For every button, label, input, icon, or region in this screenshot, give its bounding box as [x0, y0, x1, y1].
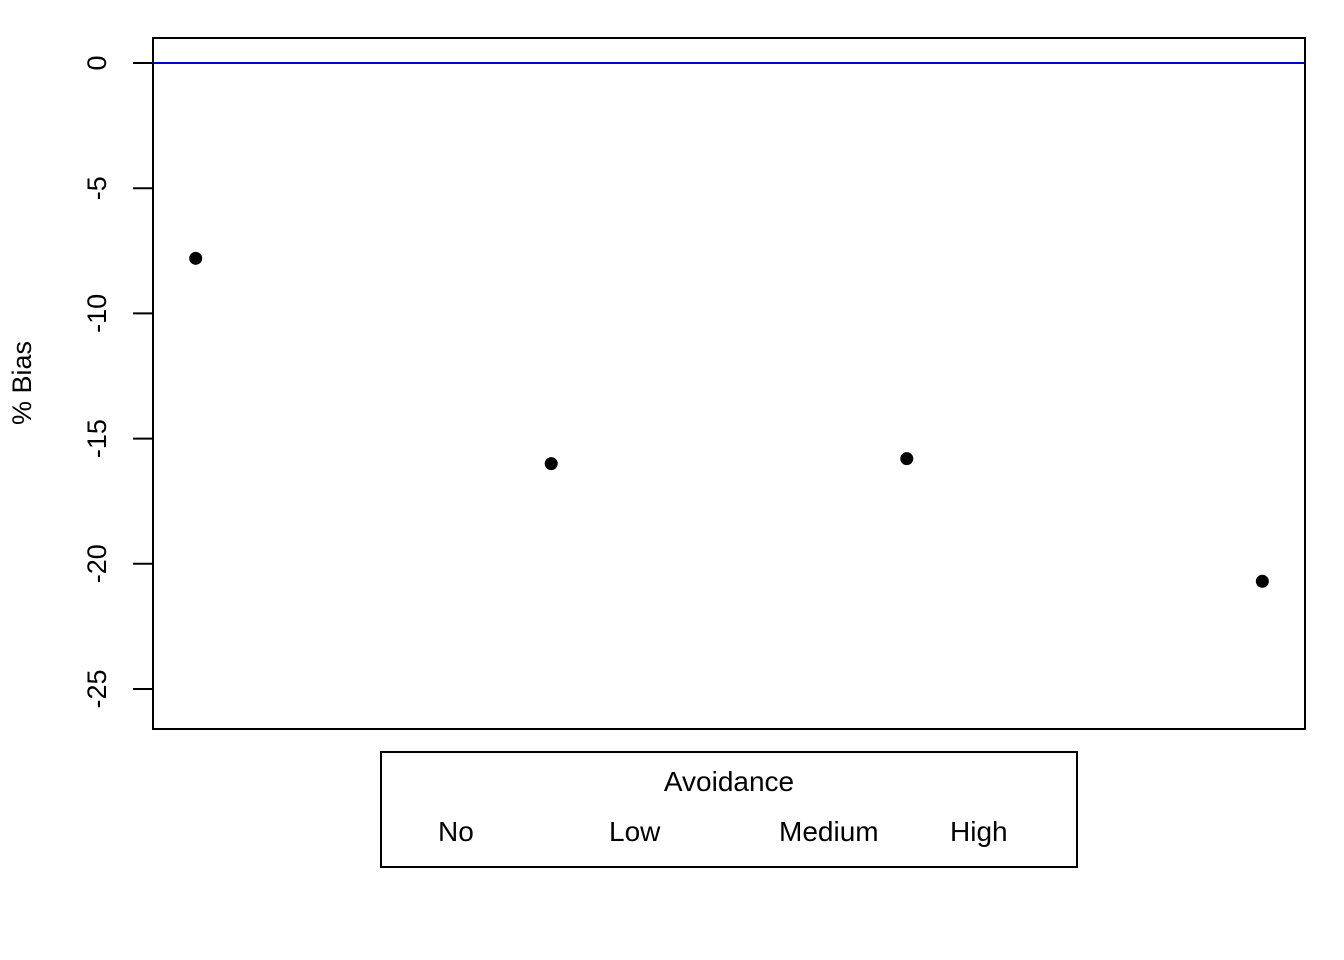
legend-entry-high: High	[950, 816, 1008, 847]
y-tick-label: -15	[82, 419, 112, 459]
data-point-low	[545, 457, 558, 470]
legend-entry-low: Low	[609, 816, 661, 847]
y-tick-label: -5	[82, 176, 112, 201]
data-point-medium	[900, 452, 913, 465]
y-tick-label: -25	[82, 669, 112, 709]
y-axis	[82, 56, 153, 709]
y-tick-label: -20	[82, 544, 112, 584]
legend-entry-medium: Medium	[779, 816, 879, 847]
legend-title: Avoidance	[663, 766, 795, 797]
y-tick-label: 0	[82, 55, 112, 71]
data-point-no	[189, 252, 202, 265]
y-axis-label: % Bias	[7, 340, 37, 426]
data-point-high	[1256, 575, 1269, 588]
plot-frame	[153, 38, 1305, 729]
legend-entry-no: No	[438, 816, 474, 847]
y-tick-label: -10	[82, 293, 112, 333]
legend	[381, 752, 1077, 867]
data-points	[189, 252, 1269, 588]
